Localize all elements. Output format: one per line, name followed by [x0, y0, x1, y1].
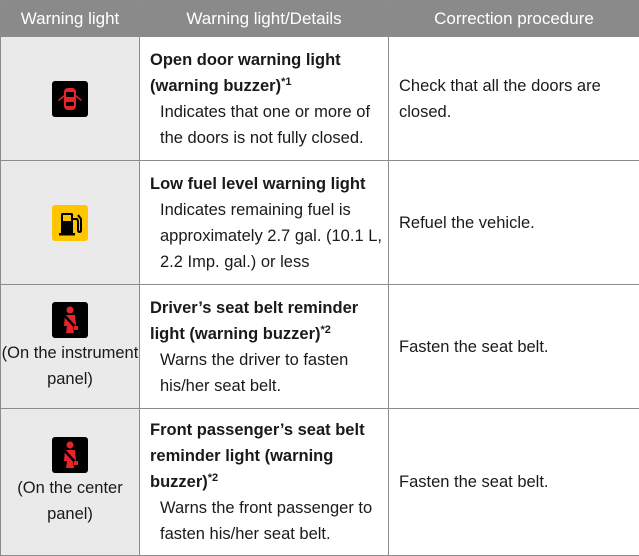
- procedure-cell: Check that all the doors are closed.: [389, 37, 639, 161]
- warning-title: Front passenger’s seat belt reminder light (warning buzzer)$^{*2}$: [150, 417, 382, 495]
- header-correction-procedure: Correction procedure: [389, 1, 639, 37]
- details-cell: [140, 37, 389, 161]
- warning-title: Driver’s seat belt reminder light (warning buzzer)$^{*2}$: [150, 295, 382, 347]
- icon-cell: [1, 285, 140, 409]
- warning-description: Indicates remaining fuel is approximately 2.7 gal. (10.1 L, 2.2 Imp. gal.) or less: [150, 197, 382, 275]
- warning-description: Indicates that one or more of the doors is not fully closed.: [150, 99, 382, 151]
- table-row: [1, 37, 639, 161]
- warning-title: Low fuel level warning light: [150, 171, 382, 197]
- details-cell: [140, 409, 389, 556]
- details-cell: [140, 161, 389, 285]
- details-cell: [140, 285, 389, 409]
- warning-description: Warns the driver to fasten his/her seat belt.: [150, 347, 382, 399]
- warning-title: Open door warning light (warning buzzer)$^{*1}$: [150, 47, 382, 99]
- location-note: (On the instrument panel): [1, 340, 139, 392]
- header-warning-light: Warning light: [1, 1, 140, 37]
- fuel-pump-icon: [52, 205, 88, 241]
- open-door-icon: [52, 81, 88, 117]
- table-row: [1, 285, 639, 409]
- icon-cell: [1, 409, 140, 556]
- seat-belt-icon: [52, 302, 88, 338]
- header-details: Warning light/Details: [140, 1, 389, 37]
- table-header-row: [1, 1, 639, 37]
- warning-description: Warns the front passenger to fasten his/her seat belt.: [150, 495, 382, 547]
- procedure-cell: Fasten the seat belt.: [389, 409, 639, 556]
- procedure-cell: Fasten the seat belt.: [389, 285, 639, 409]
- icon-cell: [1, 161, 140, 285]
- icon-cell: [1, 37, 140, 161]
- location-note: (On the center panel): [1, 475, 139, 527]
- table-row: [1, 161, 639, 285]
- table-row: [1, 409, 639, 556]
- seat-belt-icon: [52, 437, 88, 473]
- procedure-cell: Refuel the vehicle.: [389, 161, 639, 285]
